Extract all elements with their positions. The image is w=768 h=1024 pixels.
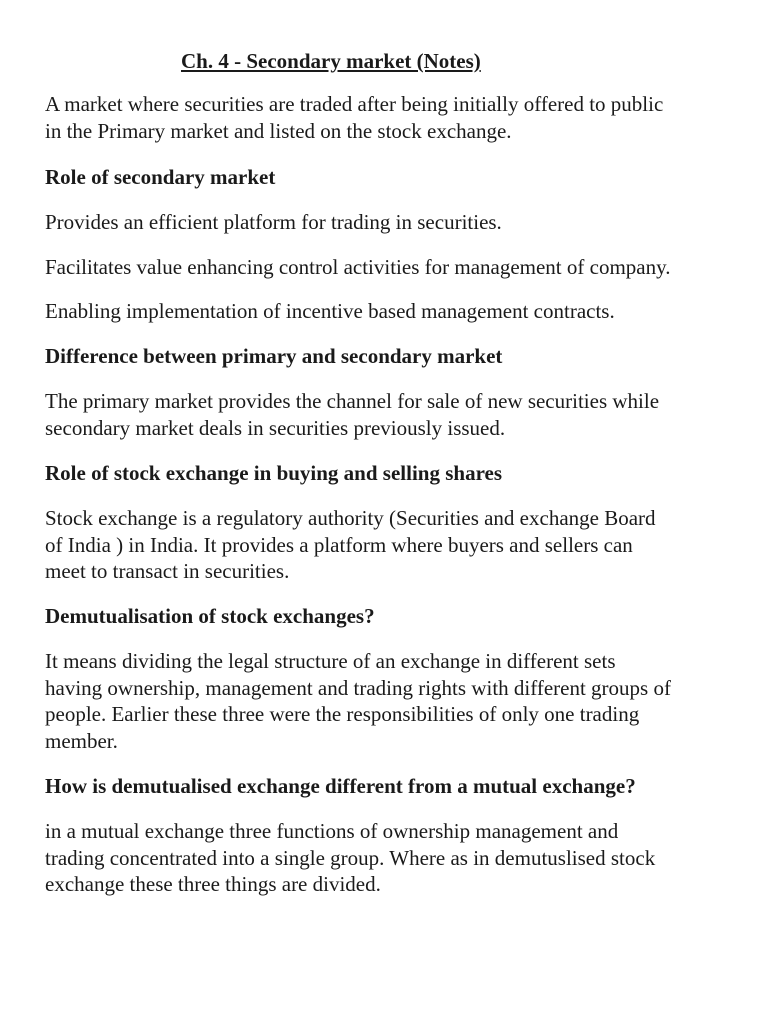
mutual-paragraph	[45, 818, 735, 898]
heading-difference-primary-secondary: Difference between primary and secondary market	[45, 344, 503, 368]
demutualisation-line: member.	[45, 728, 118, 753]
role-point: Enabling implementation of incentive based management contracts.	[45, 299, 615, 323]
mutual-line: trading concentrated into a single group. Where as in demutuslised stock	[45, 845, 656, 870]
stock-exchange-line: Stock exchange is a regulatory authority (Securities and exchange Board	[45, 506, 656, 530]
heading-demutualisation: Demutualisation of stock exchanges?	[45, 604, 375, 628]
role-point: Facilitates value enhancing control activities for management of company.	[45, 255, 671, 279]
heading-demutualised-vs-mutual: How is demutualised exchange different from a mutual exchange?	[45, 774, 636, 798]
mutual-line: exchange these three things are divided.	[45, 872, 381, 896]
demutualisation-paragraph	[45, 648, 735, 754]
heading-role-of-stock-exchange: Role of stock exchange in buying and selling shares	[45, 461, 503, 485]
intro-line: in the Primary market and listed on the stock exchange.	[45, 118, 512, 143]
role-point: Provides an efficient platform for trading in securities.	[45, 210, 502, 234]
demutualisation-line: It means dividing the legal structure of an exchange in different sets	[45, 649, 616, 673]
intro-line: A market where securities are traded after being initially offered to public	[45, 92, 664, 116]
intro-paragraph	[45, 91, 735, 144]
heading-role-of-secondary-market: Role of secondary market	[45, 165, 276, 189]
mutual-line: in a mutual exchange three functions of ownership management and	[45, 819, 619, 843]
stock-exchange-line: meet to transact in securities.	[45, 559, 290, 583]
difference-line: The primary market provides the channel for sale of new securities while	[45, 389, 660, 413]
page-title: Ch. 4 - Secondary market (Notes)	[181, 49, 481, 73]
difference-line: secondary market deals in securities previously issued.	[45, 415, 506, 440]
difference-paragraph	[45, 388, 735, 441]
stock-exchange-paragraph	[45, 505, 735, 585]
demutualisation-line: having ownership, management and trading rights with different groups of	[45, 675, 671, 700]
demutualisation-line: people. Earlier these three were the responsibilities of only one trading	[45, 702, 640, 726]
stock-exchange-line: of India ) in India. It provides a platform where buyers and sellers can	[45, 532, 633, 557]
